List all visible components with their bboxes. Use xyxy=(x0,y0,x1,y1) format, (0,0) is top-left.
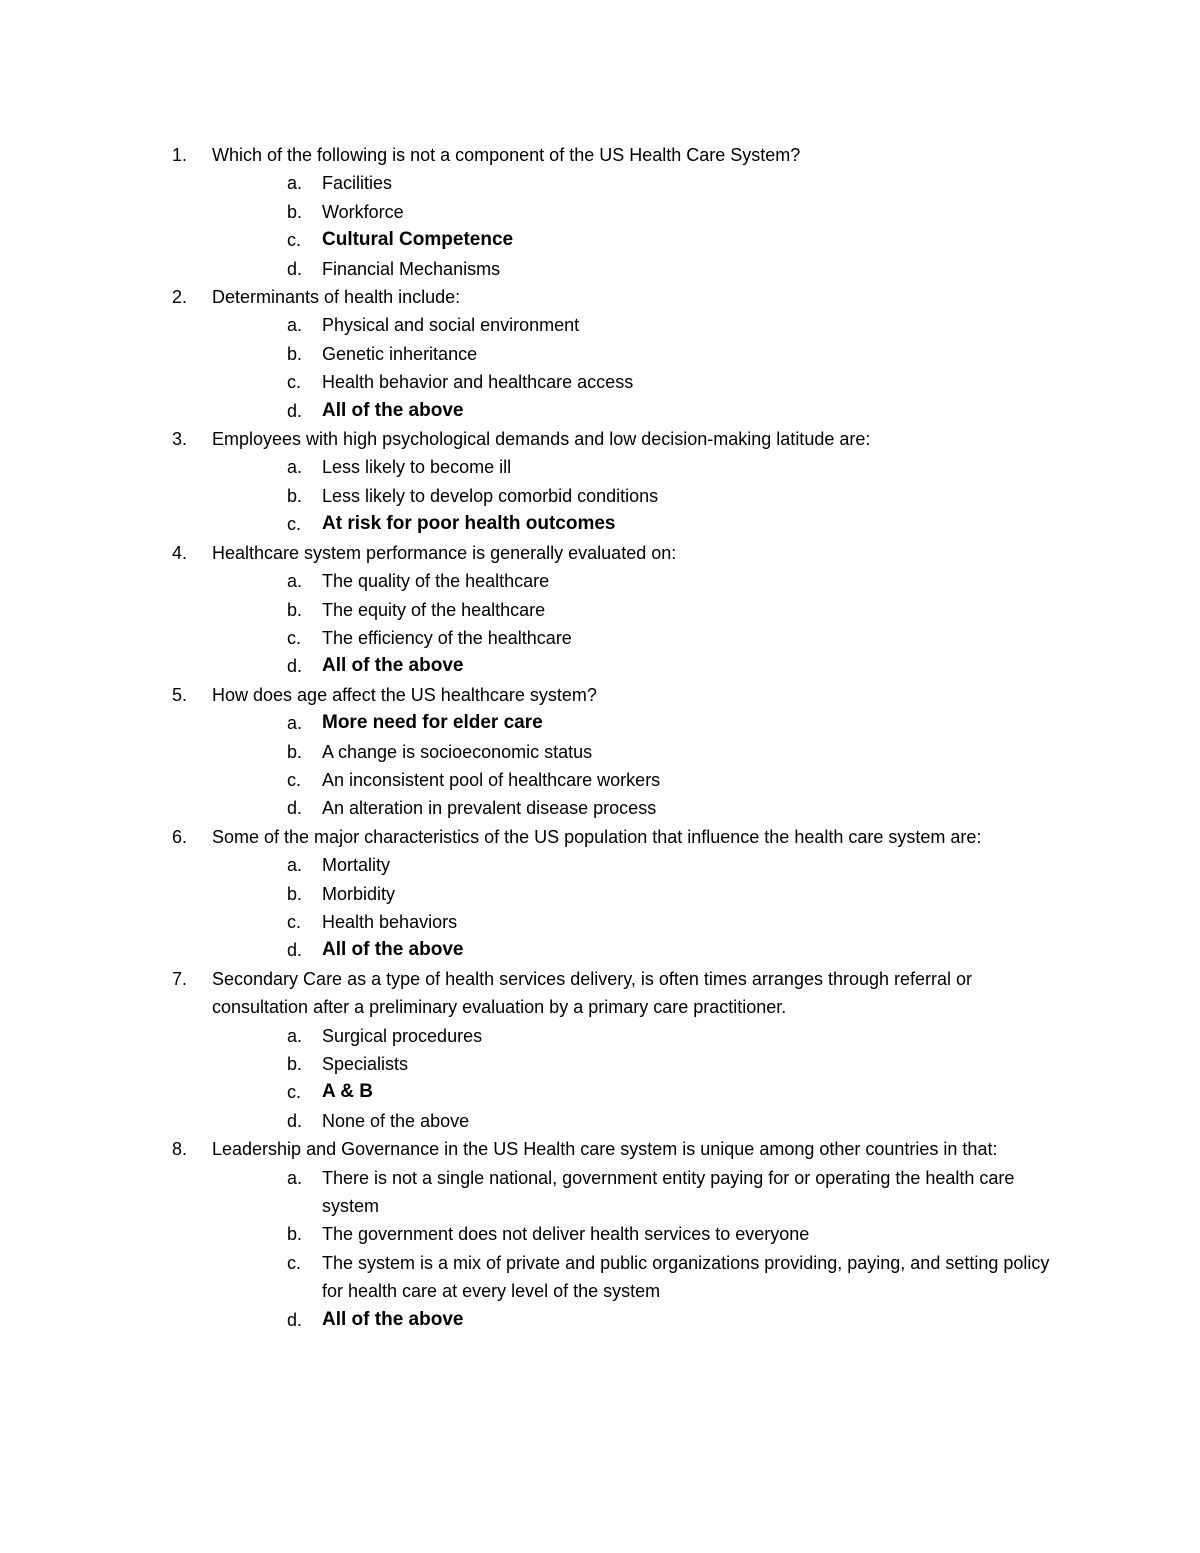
option-letter: c. xyxy=(287,627,302,648)
option-letter: a. xyxy=(287,457,303,478)
option-text: There is not a single national, government entity paying for or operating the health care system xyxy=(322,1167,1015,1217)
question-item xyxy=(172,539,1062,681)
option-text: Health behaviors xyxy=(322,911,458,932)
answer-option xyxy=(212,1220,1062,1248)
answer-option xyxy=(212,1249,1062,1306)
answer-option xyxy=(212,908,1062,936)
answer-option xyxy=(212,851,1062,879)
option-letter: c. xyxy=(287,769,302,790)
option-text: Financial Mechanisms xyxy=(322,258,501,279)
option-letter: d. xyxy=(287,656,303,677)
answer-option-correct xyxy=(212,936,1062,964)
option-text: Cultural Competence xyxy=(322,229,514,251)
option-list xyxy=(212,169,1062,283)
option-list xyxy=(212,453,1062,538)
option-text: Facilities xyxy=(322,173,393,194)
option-text: Physical and social environment xyxy=(322,315,580,336)
option-text: None of the above xyxy=(322,1110,470,1131)
question-item xyxy=(172,823,1062,965)
answer-option xyxy=(212,1164,1062,1221)
answer-option xyxy=(212,766,1062,794)
answer-option xyxy=(212,482,1062,510)
question-number: 8. xyxy=(172,1139,188,1160)
option-text: All of the above xyxy=(322,655,464,677)
option-letter: b. xyxy=(287,201,303,222)
answer-option xyxy=(212,340,1062,368)
option-letter: c. xyxy=(287,911,302,932)
option-list xyxy=(212,567,1062,681)
option-text: The equity of the healthcare xyxy=(322,599,546,620)
question-number: 1. xyxy=(172,145,188,165)
option-text: A & B xyxy=(322,1081,374,1103)
option-text: A change is socioeconomic status xyxy=(322,741,593,762)
option-text: The quality of the healthcare xyxy=(322,571,550,592)
option-letter: c. xyxy=(287,1082,302,1103)
option-text: Health behavior and healthcare access xyxy=(322,372,634,393)
question-item xyxy=(172,141,1062,283)
option-list xyxy=(212,1022,1062,1136)
option-letter: b. xyxy=(287,883,303,904)
question-text: Determinants of health include: xyxy=(212,287,461,308)
answer-option xyxy=(212,169,1062,197)
option-text: An inconsistent pool of healthcare workers xyxy=(322,769,661,790)
answer-option xyxy=(212,311,1062,339)
option-text: Specialists xyxy=(322,1054,409,1074)
answer-option xyxy=(212,1022,1062,1050)
question-text: Leadership and Governance in the US Health care system is unique among other countries in that: xyxy=(212,1139,998,1160)
option-text: All of the above xyxy=(322,939,464,961)
answer-option xyxy=(212,880,1062,908)
option-letter: a. xyxy=(287,315,303,336)
answer-option xyxy=(212,624,1062,652)
answer-option xyxy=(212,198,1062,226)
option-text: Mortality xyxy=(322,855,391,876)
answer-option-correct xyxy=(212,397,1062,425)
option-text: All of the above xyxy=(322,1308,464,1330)
option-text: More need for elder care xyxy=(322,712,543,734)
answer-option xyxy=(212,453,1062,481)
option-letter: c. xyxy=(287,372,302,393)
option-letter: b. xyxy=(287,485,303,506)
question-number: 5. xyxy=(172,684,188,705)
question-item xyxy=(172,283,1062,425)
question-text: Employees with high psychological demands and low decision-making latitude are: xyxy=(212,429,871,450)
option-letter: b. xyxy=(287,343,303,364)
option-text: All of the above xyxy=(322,399,464,421)
option-letter: a. xyxy=(287,855,303,876)
answer-option xyxy=(212,794,1062,822)
option-text: Surgical procedures xyxy=(322,1025,483,1046)
question-text: Healthcare system performance is generally evaluated on: xyxy=(212,542,677,563)
option-text: Genetic inheritance xyxy=(322,343,478,364)
question-item xyxy=(172,425,1062,539)
answer-option-correct xyxy=(212,1306,1062,1334)
answer-option-correct xyxy=(212,1078,1062,1106)
question-item xyxy=(172,1135,1062,1334)
option-letter: d. xyxy=(287,1110,303,1131)
question-number: 6. xyxy=(172,826,188,847)
answer-option-correct xyxy=(212,510,1062,538)
option-letter: d. xyxy=(287,798,303,819)
option-text: Workforce xyxy=(322,201,404,222)
option-letter: c. xyxy=(287,1252,302,1273)
option-letter: a. xyxy=(287,173,303,194)
option-text: The system is a mix of private and public organizations providing, paying, and setting policy for health care at every level of the system xyxy=(322,1252,1050,1302)
answer-option-correct xyxy=(212,709,1062,737)
question-text: Secondary Care as a type of health services delivery, is often times arranges through referral or consultation after a preliminary evaluation by a primary care practitioner. xyxy=(212,968,973,1018)
option-text: At risk for poor health outcomes xyxy=(322,513,616,535)
question-item xyxy=(172,965,1062,1135)
option-text: Less likely to become ill xyxy=(322,457,512,478)
option-text: The efficiency of the healthcare xyxy=(322,627,572,648)
option-letter: a. xyxy=(287,713,303,734)
question-number: 4. xyxy=(172,542,188,563)
option-letter: d. xyxy=(287,400,303,421)
option-letter: b. xyxy=(287,599,303,620)
question-number: 7. xyxy=(172,968,188,989)
question-list xyxy=(172,141,1062,1334)
option-letter: d. xyxy=(287,258,303,279)
option-list xyxy=(212,709,1062,823)
answer-option xyxy=(212,738,1062,766)
option-letter: a. xyxy=(287,1025,303,1046)
option-letter: a. xyxy=(287,571,303,592)
option-letter: b. xyxy=(287,1054,303,1074)
answer-option xyxy=(212,567,1062,595)
option-list xyxy=(212,851,1062,965)
answer-option-correct xyxy=(212,652,1062,680)
option-text: Less likely to develop comorbid conditions xyxy=(322,485,659,506)
question-number: 3. xyxy=(172,429,188,450)
answer-option xyxy=(212,1050,1062,1078)
answer-option-correct xyxy=(212,226,1062,254)
option-list xyxy=(212,1164,1062,1334)
option-letter: c. xyxy=(287,230,302,251)
answer-option xyxy=(212,368,1062,396)
option-text: The government does not deliver health services to everyone xyxy=(322,1224,810,1245)
option-letter: d. xyxy=(287,1309,303,1330)
option-letter: b. xyxy=(287,1224,303,1245)
question-text: How does age affect the US healthcare system? xyxy=(212,684,597,705)
option-text: An alteration in prevalent disease process xyxy=(322,798,657,819)
option-text: Morbidity xyxy=(322,883,396,904)
answer-option xyxy=(212,596,1062,624)
option-letter: c. xyxy=(287,514,302,535)
question-item xyxy=(172,681,1062,823)
question-text: Which of the following is not a component of the US Health Care System? xyxy=(212,145,801,165)
option-letter: b. xyxy=(287,741,303,762)
option-list xyxy=(212,311,1062,425)
option-letter: a. xyxy=(287,1167,303,1188)
answer-option xyxy=(212,255,1062,283)
question-number: 2. xyxy=(172,287,188,308)
option-letter: d. xyxy=(287,940,303,961)
question-text: Some of the major characteristics of the US population that influence the health care system are: xyxy=(212,826,982,847)
answer-option xyxy=(212,1107,1062,1135)
